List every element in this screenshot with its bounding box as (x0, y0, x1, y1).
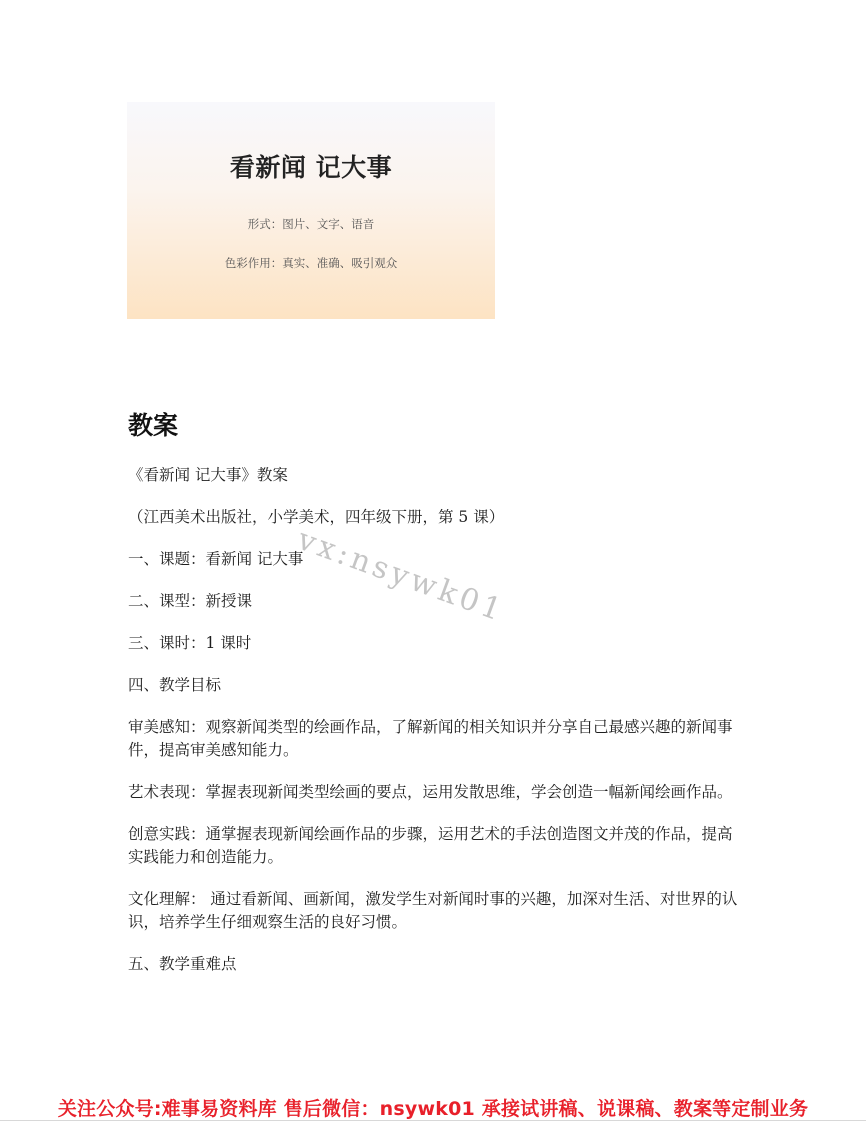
watermark-text: vx:nsywk01 (293, 522, 510, 630)
document-body (128, 464, 743, 995)
doc-lesson-hours: 三、课时：1 课时 (128, 634, 252, 652)
footer-divider (0, 1120, 866, 1121)
doc-topic: 一、课题：看新闻 记大事 (128, 550, 304, 568)
slide-title: 看新闻 记大事 (229, 153, 393, 182)
footer-promo-banner: 关注公众号:难事易资料库 售后微信：nsywk01 承接试讲稿、说课稿、教案等定制业务 (57, 1098, 809, 1120)
doc-objectives-heading: 四、教学目标 (128, 676, 222, 694)
doc-publisher-info: （江西美术出版社，小学美术，四年级下册，第 5 课） (128, 508, 505, 526)
slide-preview-card (127, 102, 495, 319)
doc-objective-culture: 文化理解： 通过看新闻、画新闻，激发学生对新闻时事的兴趣，加深对生活、对世界的认识，培养学生仔细观察生活的良好习惯。 (128, 890, 738, 931)
slide-form-line: 形式：图片、文字、语音 (247, 217, 375, 231)
doc-title: 《看新闻 记大事》教案 (128, 466, 288, 484)
slide-color-line: 色彩作用：真实、准确、吸引观众 (224, 256, 398, 270)
doc-objective-aesthetic: 审美感知：观察新闻类型的绘画作品，了解新闻的相关知识并分享自己最感兴趣的新闻事件，提高审美感知能力。 (128, 718, 733, 759)
doc-objective-expression: 艺术表现：掌握表现新闻类型绘画的要点，运用发散思维，学会创造一幅新闻绘画作品。 (128, 783, 733, 801)
doc-lesson-type: 二、课型：新授课 (128, 592, 253, 610)
section-heading: 教案 (128, 411, 179, 440)
doc-key-points-heading: 五、教学重难点 (128, 955, 237, 973)
doc-objective-practice: 创意实践：通掌握表现新闻绘画作品的步骤，运用艺术的手法创造图文并茂的作品，提高实践能力和创造能力。 (128, 825, 733, 866)
